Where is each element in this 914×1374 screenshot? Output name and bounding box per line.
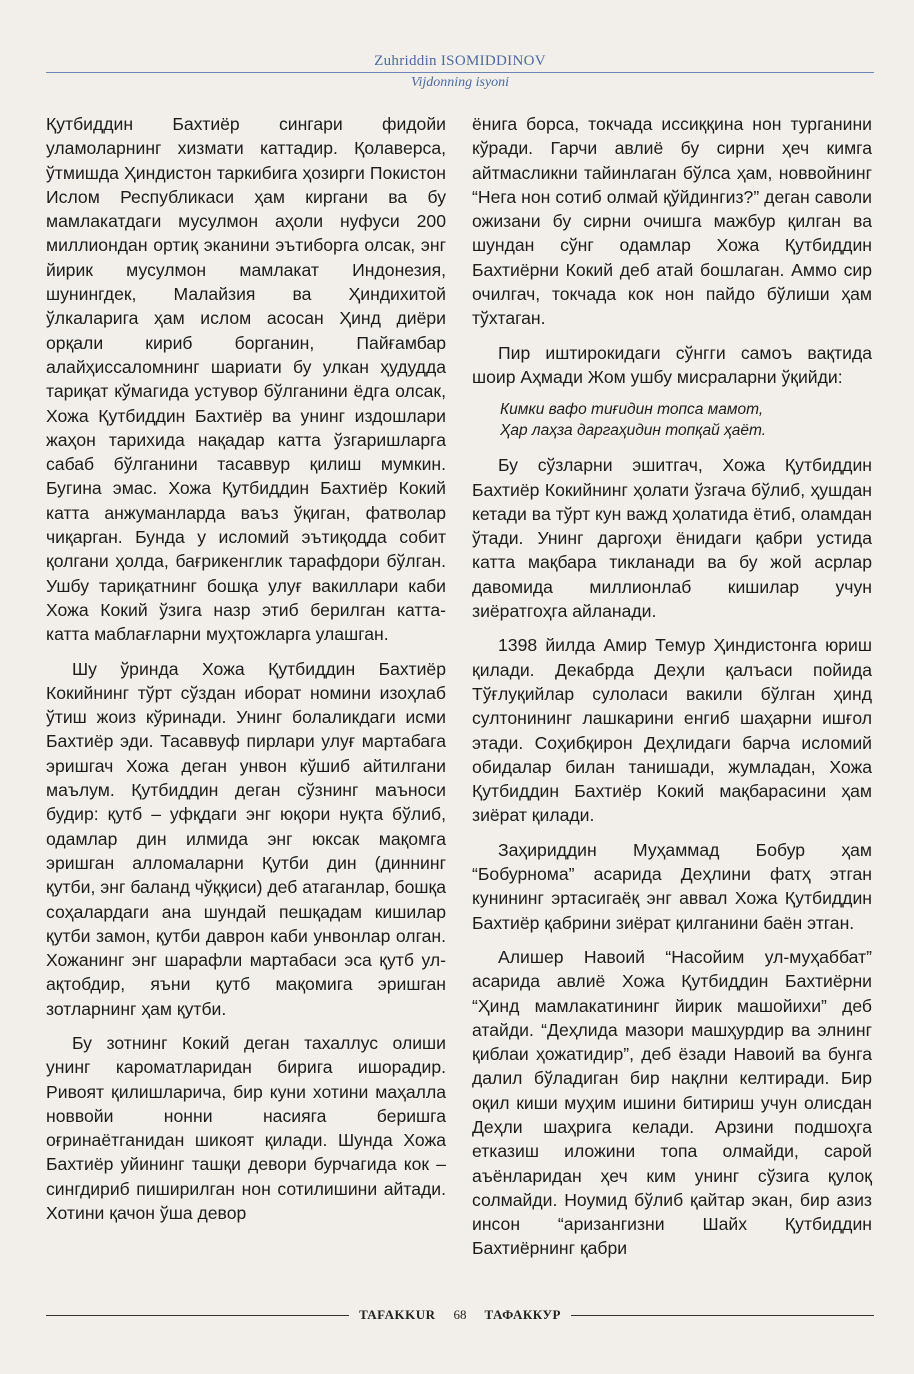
header-rule [46,72,874,73]
journal-name-cyrillic: ТАФАККУР [484,1307,561,1322]
right-column [472,112,872,1271]
footer-rule-left [46,1315,349,1316]
article-title: Vijdonning isyoni [410,75,510,90]
paragraph: Алишер Навоий “Насойим ул-муҳаббат” асарида авлиё Хожа Қутбиддин Бахтиёрни “Ҳинд мамлакатининг йирик машойихи” деб атайди. “Деҳлида мазори машҳурдир ва элнинг қиблаи ҳожатидир”, деб ёзади Навоий ва бунга далил бўладиган бир нақлни келтиради. Бир оқил киши муҳим ишини битириш учун олисдан Деҳли шаҳрига келади. Арзини подшоҳга етказиш иложини топа олмайди, сарой аъёнларидан ҳеч ким унинг сўзига қулоқ солмайди. Ноумид бўлиб қайтар экан, бир азиз инсон “аризангизни Шайх Қутбиддин Бахтиёрнинг қабри [472,946,872,1259]
paragraph: Бу сўзларни эшитгач, Хожа Қутбиддин Бахтиёр Кокийнинг ҳолати ўзгача бўлиб, ҳушдан кетади ва тўрт кун важд ҳолатида ётиб, оламдан ўтади. Унинг даргоҳи ёнидаги қабри устида катта мақбара тикланади ва бу жой асрлар давомида миллионлаб кишилар учун зиёратгоҳга айланади. [472,455,872,622]
verse-line: Ҳар лаҳза даргаҳидин топқай ҳаёт. [500,422,767,440]
left-column [46,112,446,1235]
verse-quote [500,399,872,441]
running-header [46,52,874,91]
paragraph: ёнига борса, токчада иссиққина нон турганини кўради. Гарчи авлиё бу сирни ҳеч кимга айтмасликни тайинлаган бўлса ҳам, новвойнинг “Нега нон сотиб олмай қўйдингиз?” деган саволи ожизани бу сирни очишга мажбур қилган ва шундан сўнг одамлар Хожа Қутбиддин Бахтиёрни Кокий деб атай бошлаган. Аммо сир очилгач, токчада кок нон пайдо бўлиши ҳам тўхтаган. [472,114,872,329]
paragraph: Қутбиддин Бахтиёр сингари фидойи уламоларнинг хизмати каттадир. Қолаверса, ўтмишда Ҳиндистон таркибига ҳозирги Покистон Ислом Республикаси ҳам киргани ва бу мамлакатдаги мусулмон аҳоли нуфуси 200 миллиондан ортиқ эканини эътиборга олсак, энг йирик мусулмон мамлакат Индонезия, шунингдек, Малайзия ва Ҳиндихитой ўлкаларига ҳам ислом асосан Ҳинд диёри орқали кириб борганин, Пайғамбар алайҳиссаломнинг шариати бу улкан ҳудудда тариқат кўмагида устувор бўлганини ёдга олсак, Хожа Қутбиддин Бахтиёр ва унинг издошлари жаҳон тарихида нақадар катта ўзгаришларга сабаб бўлганини тасаввур қилиш мумкин. Бугина эмас. Хожа Қутбиддин Бахтиёр Кокий катта анжуманларда ваъз ўқиган, фатволар чиқарган. Бунда у исломий эътиқодда собит қолгани ҳолда, бағрикенглик тарафдори бўлган. Ушбу тариқатнинг бошқа улуғ вакиллари каби Хожа Кокий ўзига назр этиб берилган катта-катта маблағларни муҳтожларга улашган. [46,114,446,645]
journal-name-latin: TAFAKKUR [359,1307,436,1322]
paragraph: Шу ўринда Хожа Қутбиддин Бахтиёр Кокийнинг тўрт сўздан иборат номини изоҳлаб ўтиш жоиз кўринади. Унинг болаликдаги исми Бахтиёр эди. Тасаввуф пирлари улуғ мартабага эришгач Хожа деган унвон кўшиб айтилгани маълум. Қутбиддин деган сўзнинг маъноси будир: қутб – уфқдаги энг юқори нуқта бўлиб, одамлар дин илмида энг юксак мақомга эришган алломаларни Қутби дин (диннинг қутби, энг баланд чўққиси) деб атаганлар, бошқа соҳалардаги ана шундай пешқадам кишилар қутби замон, қутби даврон каби унвонлар олган. Хожанинг энг шарафли мартабаси эса қутб ул-ақтобдир, яъни қутб мақомига эришган зотларнинг ҳам қутби. [46,658,446,1019]
paragraph: Заҳириддин Муҳаммад Бобур ҳам “Бобурнома” асарида Деҳлини фатҳ этган кунининг эртасигаёқ энг аввал Хожа Қутбиддин Бахтиёр қабрини зиёрат қилганини баён этган. [472,839,872,933]
author-name: Zuhriddin ISOMIDDINOV [374,53,546,69]
page-number: 68 [453,1307,467,1322]
paragraph: Бу зотнинг Кокий деган тахаллус олиши унинг кароматларидан бирига ишорадир. Ривоят қилишларича, бир куни хотини маҳалла новвойи нонни насияга беришга оғринаётганидан шикоят қилади. Шунда Хожа Бахтиёр уйининг ташқи девори бурчагида кок – сингдириб пиширилган нон сотилишини айтади. Хотини қачон ўша девор [46,1032,446,1224]
footer-rule-right [571,1315,874,1316]
paragraph: Пир иштирокидаги сўнгги самоъ вақтида шоир Аҳмади Жом ушбу мисраларни ўқийди: [472,342,872,387]
running-footer [46,1305,874,1325]
verse-line: Кимки вафо тиғидин топса мамот, [500,401,764,419]
paragraph: 1398 йилда Амир Темур Ҳиндистонга юриш қилади. Декабрда Деҳли қалъаси пойида Тўғлуқийлар сулоласи вакили бўлган ҳинд султонининг лашкарини енгиб шаҳарни ишғол этади. Соҳибқирон Деҳлидаги барча исломий обидалар билан танишади, жумладан, Хожа Қутбиддин Бахтиёр Кокий мақбарасини ҳам зиёрат қилади. [472,635,872,826]
